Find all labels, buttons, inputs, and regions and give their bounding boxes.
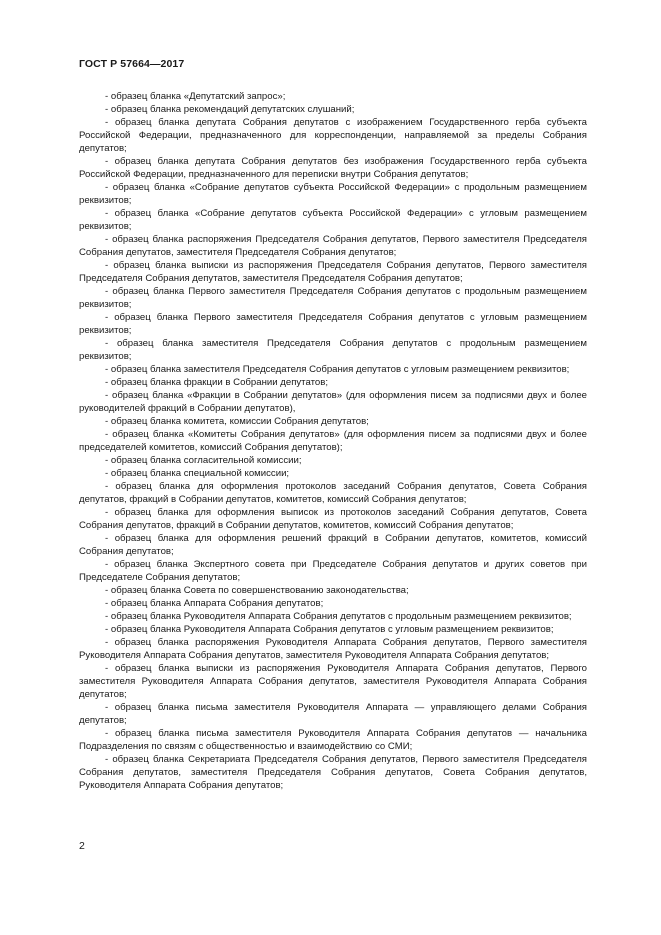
list-item: - образец бланка для оформления протоколов заседаний Собрания депутатов, Совета Собрания депутатов, фракций в Собрании депутатов, комитетов, комиссий Собрания депутатов; xyxy=(79,481,587,505)
list-item: - образец бланка Секретариата Председателя Собрания депутатов, Первого заместителя Председателя Собрания депутатов, заместителя Председателя Собрания депутатов, Совета Собрания депутатов, Руководителя Аппарата Собрания депутатов; xyxy=(79,754,587,791)
list-item: - образец бланка «Депутатский запрос»; xyxy=(105,91,286,102)
list-item: - образец бланка Аппарата Собрания депутатов; xyxy=(105,598,324,609)
list-item: - образец бланка «Фракции в Собрании депутатов» (для оформления писем за подписями двух и более руководителей фракций в Собрании депутатов), xyxy=(79,390,587,414)
list-item: - образец бланка распоряжения Руководителя Аппарата Собрания депутатов, Первого заместителя Руководителя Аппарата Собрания депутатов, заместителя Руководителя Аппарата Собрания депутатов; xyxy=(79,637,587,661)
list-item: - образец бланка специальной комиссии; xyxy=(105,468,290,479)
list-item: - образец бланка для оформления выписок из протоколов заседаний Собрания депутатов, Совета Собрания депутатов, фракций в Собрании депутатов, комитетов, комиссий Собрания депутатов; xyxy=(79,507,587,531)
list-item: - образец бланка письма заместителя Руководителя Аппарата Собрания депутатов — начальника Подразделения по связям с общественностью и взаимодействию со СМИ; xyxy=(79,728,587,752)
list-item: - образец бланка выписки из распоряжения Руководителя Аппарата Собрания депутатов, Первого заместителя Руководителя Аппарата Собрания депутатов, заместителя Руководителя Аппарата Собрания депутатов; xyxy=(79,663,587,700)
list-item: - образец бланка депутата Собрания депутатов без изображения Государственного герба субъекта Российской Федерации, предназначенного для переписки внутри Собрания депутатов; xyxy=(79,156,587,180)
list-item: - образец бланка выписки из распоряжения Председателя Собрания депутатов, Первого заместителя Председателя Собрания депутатов, заместителя Председателя Собрания депутатов; xyxy=(79,260,587,284)
list-item: - образец бланка письма заместителя Руководителя Аппарата — управляющего делами Собрания депутатов; xyxy=(79,702,587,726)
list-item: - образец бланка Экспертного совета при Председателе Собрания депутатов и других советов при Председателе Собрания депутатов; xyxy=(79,559,587,583)
standard-header: ГОСТ Р 57664—2017 xyxy=(79,58,185,70)
list-item: - образец бланка Совета по совершенствованию законодательства; xyxy=(105,585,409,596)
list-item: - образец бланка «Собрание депутатов субъекта Российской Федерации» с угловым размещением реквизитов; xyxy=(79,208,587,232)
list-item: - образец бланка согласительной комиссии; xyxy=(105,455,302,466)
list-item: - образец бланка «Собрание депутатов субъекта Российской Федерации» с продольным размещением реквизитов; xyxy=(79,182,587,206)
list-item: - образец бланка для оформления решений фракций в Собрании депутатов, комитетов, комиссий Собрания депутатов; xyxy=(79,533,587,557)
document-body xyxy=(79,90,587,792)
list-item: - образец бланка Первого заместителя Председателя Собрания депутатов с угловым размещением реквизитов; xyxy=(79,312,587,336)
list-item: - образец бланка Руководителя Аппарата Собрания депутатов с угловым размещением реквизитов; xyxy=(105,624,554,635)
list-item: - образец бланка «Комитеты Собрания депутатов» (для оформления писем за подписями двух и более председателей комитетов, комиссий Собрания депутатов); xyxy=(79,429,587,453)
list-item: - образец бланка фракции в Собрании депутатов; xyxy=(105,377,328,388)
list-item: - образец бланка Руководителя Аппарата Собрания депутатов с продольным размещением реквизитов; xyxy=(105,611,572,622)
list-item: - образец бланка депутата Собрания депутатов с изображением Государственного герба субъекта Российской Федерации, предназначенного для корреспонденции, направляемой за пределы Собрания депутатов; xyxy=(79,117,587,154)
list-item: - образец бланка распоряжения Председателя Собрания депутатов, Первого заместителя Председателя Собрания депутатов, заместителя Председателя Собрания депутатов; xyxy=(79,234,587,258)
page-number: 2 xyxy=(79,840,85,852)
list-item: - образец бланка заместителя Председателя Собрания депутатов с угловым размещением реквизитов; xyxy=(105,364,570,375)
list-item: - образец бланка рекомендаций депутатских слушаний; xyxy=(105,104,355,115)
list-item: - образец бланка заместителя Председателя Собрания депутатов с продольным размещением реквизитов; xyxy=(79,338,587,362)
list-item: - образец бланка комитета, комиссии Собрания депутатов; xyxy=(105,416,369,427)
list-item: - образец бланка Первого заместителя Председателя Собрания депутатов с продольным размещением реквизитов; xyxy=(79,286,587,310)
